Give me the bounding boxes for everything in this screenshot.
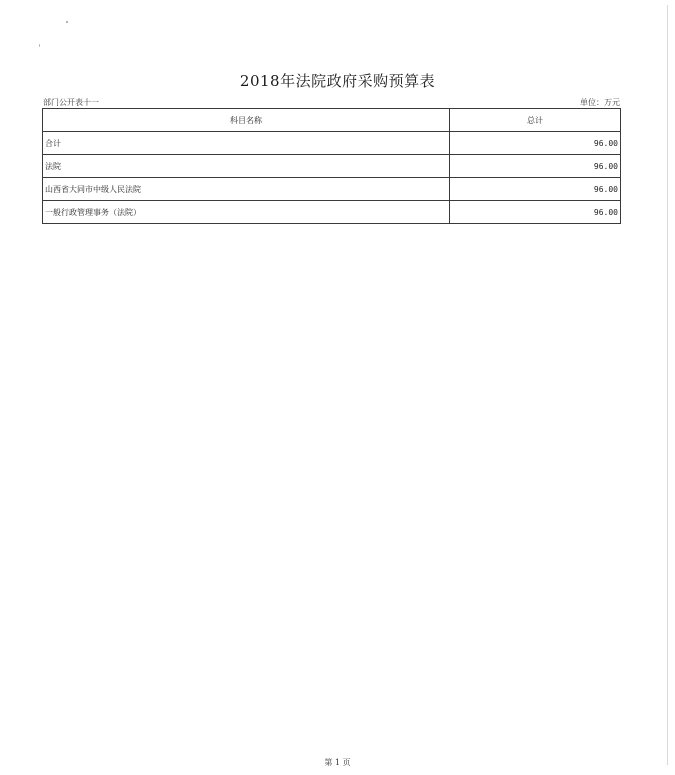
column-header-name: 科目名称 <box>43 109 450 132</box>
table-row <box>43 178 621 201</box>
scan-speck <box>39 44 40 47</box>
table-row <box>43 201 621 224</box>
row-value-datong-court: 96.00 <box>450 178 621 201</box>
row-value-total: 96.00 <box>450 132 621 155</box>
scan-speck <box>66 21 68 23</box>
scan-edge <box>667 5 668 765</box>
page-title: 2018年法院政府采购预算表 <box>239 72 436 90</box>
column-header-total: 总计 <box>450 109 621 132</box>
procurement-budget-table <box>42 108 621 224</box>
row-name-admin-affairs: 一般行政管理事务（法院） <box>43 201 450 224</box>
table-id-label: 部门公开表十一 <box>43 98 99 107</box>
row-name-total: 合计 <box>43 132 450 155</box>
table-row <box>43 155 621 178</box>
row-value-court: 96.00 <box>450 155 621 178</box>
unit-label: 单位：万元 <box>580 98 620 107</box>
table-header-row <box>43 109 621 132</box>
row-name-datong-court: 山西省大同市中级人民法院 <box>43 178 450 201</box>
page-number: 第 1 页 <box>324 758 351 767</box>
table-row <box>43 132 621 155</box>
row-name-court: 法院 <box>43 155 450 178</box>
row-value-admin-affairs: 96.00 <box>450 201 621 224</box>
